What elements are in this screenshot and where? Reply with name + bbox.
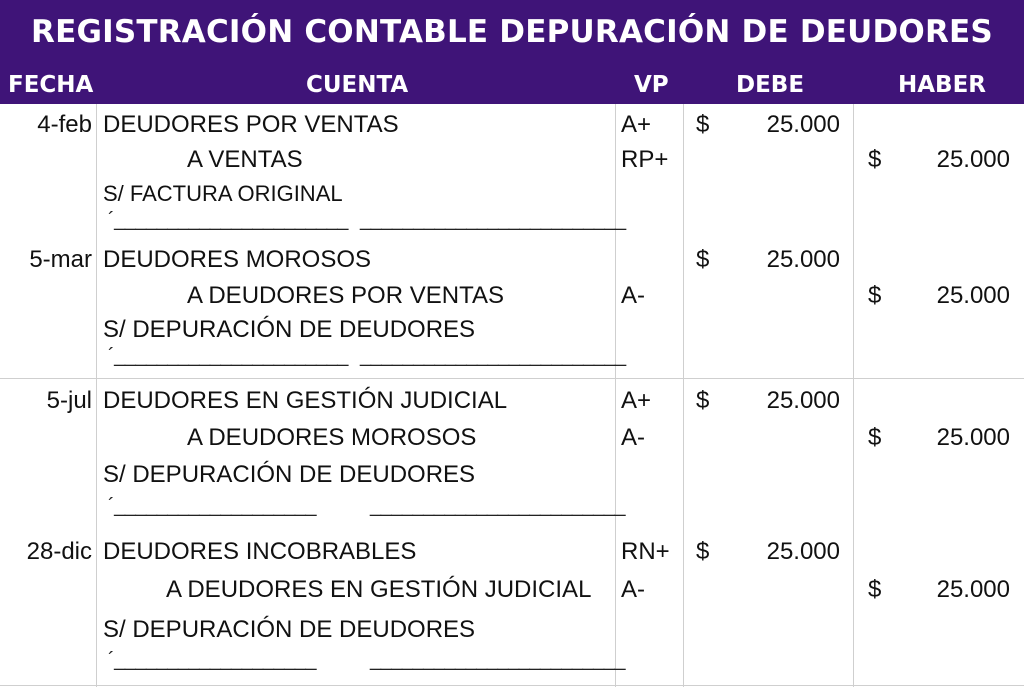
column-header-cuenta: CUENTA bbox=[306, 72, 409, 98]
entry-note: S/ DEPURACIÓN DE DEUDORES bbox=[103, 616, 476, 643]
debit-currency: $ bbox=[696, 538, 710, 565]
credit-account: A DEUDORES POR VENTAS bbox=[187, 282, 504, 309]
column-divider bbox=[683, 104, 684, 687]
debit-account: DEUDORES POR VENTAS bbox=[103, 111, 399, 138]
page-title: REGISTRACIÓN CONTABLE DEPURACIÓN DE DEUDORES bbox=[31, 14, 993, 50]
entry-note: S/ DEPURACIÓN DE DEUDORES bbox=[103, 461, 476, 488]
debit-amount: 25.000 bbox=[766, 538, 840, 565]
entry-date: 28-dic bbox=[26, 538, 92, 565]
column-header-fecha: FECHA bbox=[8, 72, 94, 98]
credit-amount: 25.000 bbox=[936, 576, 1010, 603]
credit-currency: $ bbox=[868, 146, 882, 173]
credit-currency: $ bbox=[868, 576, 882, 603]
separator-right: _________________________ bbox=[360, 345, 626, 367]
separator-left: ´______________________ bbox=[108, 209, 348, 231]
credit-currency: $ bbox=[868, 282, 882, 309]
separator-left: ´___________________ bbox=[108, 649, 316, 671]
entry-date: 5-mar bbox=[29, 246, 92, 273]
separator-right: ________________________ bbox=[370, 495, 625, 517]
column-header-debe: DEBE bbox=[736, 72, 805, 98]
separator-right: _________________________ bbox=[360, 209, 626, 231]
entry-note: S/ DEPURACIÓN DE DEUDORES bbox=[103, 316, 476, 343]
credit-account: A DEUDORES EN GESTIÓN JUDICIAL bbox=[166, 576, 592, 603]
debit-vp: RN+ bbox=[621, 538, 670, 565]
separator-right: ________________________ bbox=[370, 649, 625, 671]
credit-currency: $ bbox=[868, 424, 882, 451]
credit-amount: 25.000 bbox=[936, 146, 1010, 173]
debit-currency: $ bbox=[696, 111, 710, 138]
debit-amount: 25.000 bbox=[766, 387, 840, 414]
column-divider bbox=[853, 104, 854, 687]
debit-vp: A+ bbox=[621, 387, 652, 414]
column-divider bbox=[615, 104, 616, 687]
column-header-vp: VP bbox=[634, 72, 669, 98]
debit-account: DEUDORES MOROSOS bbox=[103, 246, 372, 273]
debit-vp: A+ bbox=[621, 111, 652, 138]
credit-vp: RP+ bbox=[621, 146, 669, 173]
credit-account: A VENTAS bbox=[187, 146, 303, 173]
debit-currency: $ bbox=[696, 246, 710, 273]
debit-amount: 25.000 bbox=[766, 111, 840, 138]
separator-left: ´___________________ bbox=[108, 495, 316, 517]
debit-amount: 25.000 bbox=[766, 246, 840, 273]
entry-date: 5-jul bbox=[46, 387, 92, 414]
credit-amount: 25.000 bbox=[936, 282, 1010, 309]
credit-amount: 25.000 bbox=[936, 424, 1010, 451]
entry-note: S/ FACTURA ORIGINAL bbox=[103, 181, 343, 206]
entry-date: 4-feb bbox=[37, 111, 92, 138]
debit-currency: $ bbox=[696, 387, 710, 414]
column-divider bbox=[96, 104, 97, 687]
separator-left: ´______________________ bbox=[108, 345, 348, 367]
credit-account: A DEUDORES MOROSOS bbox=[187, 424, 477, 451]
debit-account: DEUDORES INCOBRABLES bbox=[103, 538, 417, 565]
debit-account: DEUDORES EN GESTIÓN JUDICIAL bbox=[103, 387, 508, 414]
credit-vp: A- bbox=[621, 576, 645, 603]
credit-vp: A- bbox=[621, 424, 645, 451]
column-header-haber: HABER bbox=[898, 72, 987, 98]
credit-vp: A- bbox=[621, 282, 645, 309]
row-divider bbox=[0, 685, 1024, 686]
row-divider bbox=[0, 378, 1024, 379]
